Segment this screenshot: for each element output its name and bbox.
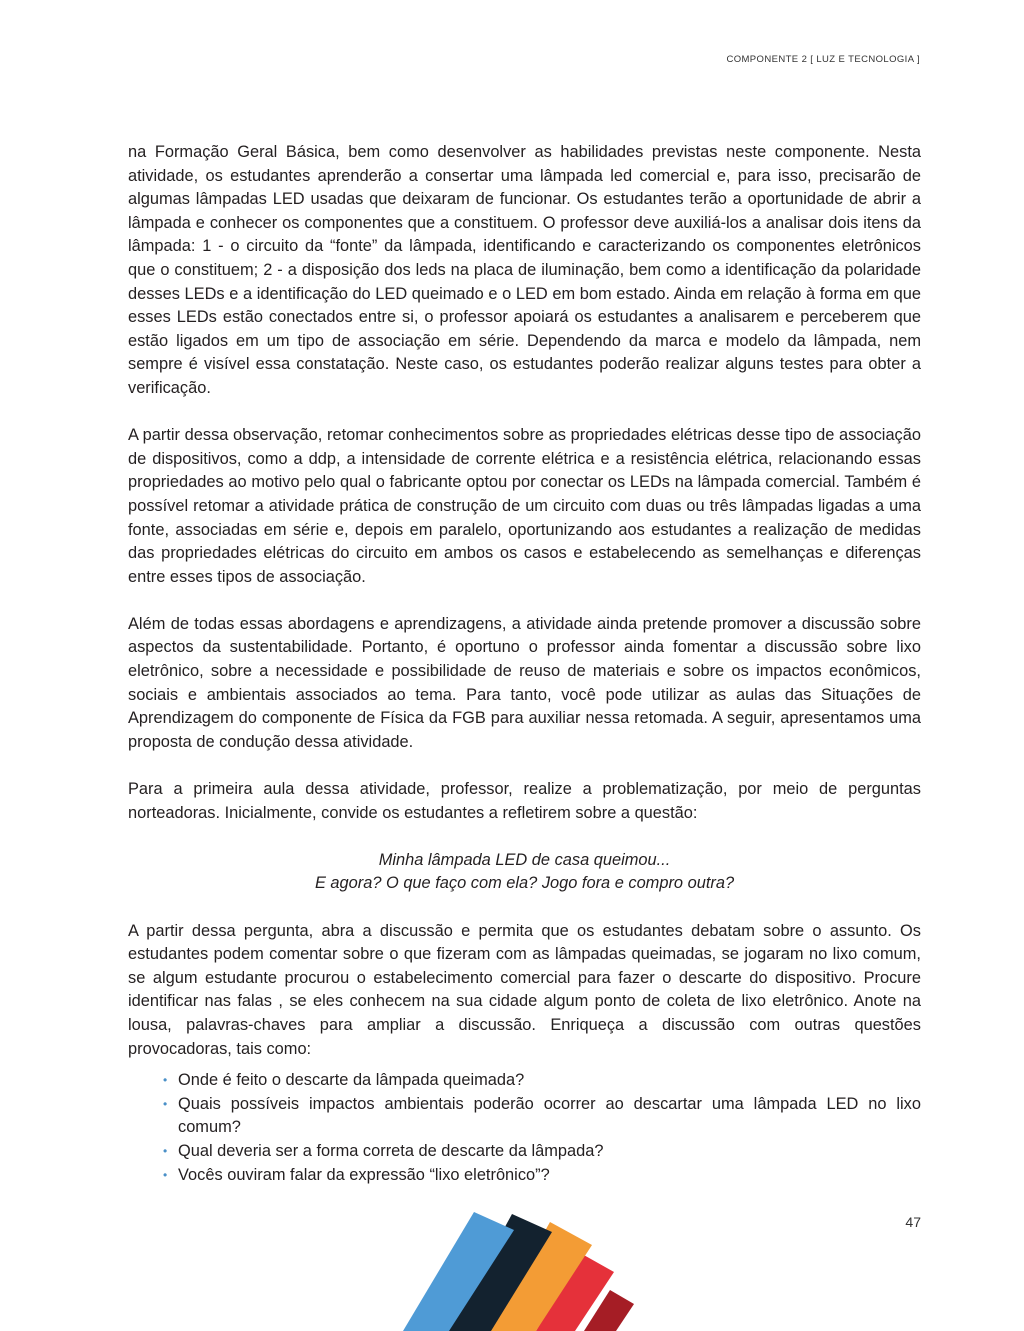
question-text: Qual deveria ser a forma correta de descarte da lâmpada? (178, 1141, 604, 1160)
list-item (163, 1069, 921, 1093)
bullet-icon: • (163, 1143, 168, 1158)
paragraph-2: A partir dessa observação, retomar conhecimentos sobre as propriedades elétricas desse tipo de associação de dispositivos, como a ddp, a intensidade de corrente elétrica e a resistência elétrica, relacionando essas propriedades ao motivo pelo qual o fabricante optou por conectar os LEDs na lâmpada comercial. Também é possível retomar a atividade prática de construção de um circuito com duas ou três lâmpadas ligadas a uma fonte, associadas em série e, depois em paralelo, oportunizando aos estudantes a realização de medidas das propriedades elétricas do circuito em ambos os casos e estabelecendo as semelhanças e diferenças entre esses tipos de associação. (128, 426, 921, 586)
bullet-icon: • (163, 1073, 168, 1088)
list-item (163, 1164, 921, 1188)
bullet-icon: • (163, 1096, 168, 1111)
list-item (163, 1140, 921, 1164)
paragraph-3: Além de todas essas abordagens e aprendizagens, a atividade ainda pretende promover a discussão sobre aspectos da sustentabilidade. Portanto, é oportuno o professor ainda fomentar a discussão sobre lixo eletrônico, sobre a necessidade e possibilidade de reuso de materiais e sobre os impactos econômicos, sociais e ambientais associados ao tema. Para tanto, você pode utilizar as aulas das Situações de Aprendizagem do componente de Física da FGB para auxiliar nessa retomada. A seguir, apresentamos uma proposta de condução dessa atividade. (128, 614, 921, 751)
paragraph-1: na Formação Geral Básica, bem como desenvolver as habilidades previstas neste componente. Nesta atividade, os estudantes aprenderão a consertar uma lâmpada led comercial e, para isso, precisarão de algumas lâmpadas LED usadas que deixaram de funcionar. Os estudantes terão a oportunidade de abrir a lâmpada e conhecer os componentes que a constituem. O professor deve auxiliá-los a analisar dois itens da lâmpada: 1 - o circuito da “fonte” da lâmpada, identificando e caracterizando os componentes eletrônicos que o constituem; 2 - a disposição dos leds na placa de iluminação, bem como a identificação da polaridade desses LEDs e a identificação do LED queimado e o LED em bom estado. Ainda em relação à forma em que esses LEDs estão conectados entre si, o professor apoiará os estudantes a analisarem e perceberem que estão ligados em um tipo de associação em série. Dependendo da marca e modelo da lâmpada, nem sempre é visível essa constatação. Neste caso, os estudantes poderão realizar alguns testes para obter a verificação. (128, 143, 921, 397)
page-body (128, 141, 921, 1187)
guiding-question-quote (128, 849, 921, 896)
running-head: COMPONENTE 2 [ LUZ E TECNOLOGIA ] (726, 54, 920, 65)
question-list (128, 1069, 921, 1187)
decorative-stripes (0, 1200, 1024, 1331)
paragraph-5: A partir dessa pergunta, abra a discussão e permita que os estudantes debatam sobre o assunto. Os estudantes podem comentar sobre o que fizeram com as lâmpadas queimadas, se jogaram no lixo comum, se algum estudante procurou o estabelecimento comercial para fazer o descarte do dispositivo. Procure identificar nas falas , se eles conhecem na sua cidade algum ponto de coleta de lixo eletrônico. Anote na lousa, palavras-chaves para ampliar a discussão. Enriqueça a discussão com outras questões provocadoras, tais como: (128, 921, 921, 1058)
quote-line-1: Minha lâmpada LED de casa queimou... (378, 850, 671, 869)
quote-line-2: E agora? O que faço com ela? Jogo fora e compro outra? (314, 874, 735, 893)
page-number: 47 (905, 1214, 921, 1230)
paragraph-4: Para a primeira aula dessa atividade, professor, realize a problematização, por meio de perguntas norteadoras. Inicialmente, convide os estudantes a refletirem sobre a questão: (128, 780, 921, 822)
question-text: Vocês ouviram falar da expressão “lixo eletrônico”? (178, 1165, 550, 1184)
list-item (163, 1093, 921, 1140)
bullet-icon: • (163, 1167, 168, 1182)
question-text: Quais possíveis impactos ambientais poderão ocorrer ao descartar uma lâmpada LED no lixo comum? (178, 1094, 921, 1137)
question-text: Onde é feito o descarte da lâmpada queimada? (178, 1071, 525, 1090)
